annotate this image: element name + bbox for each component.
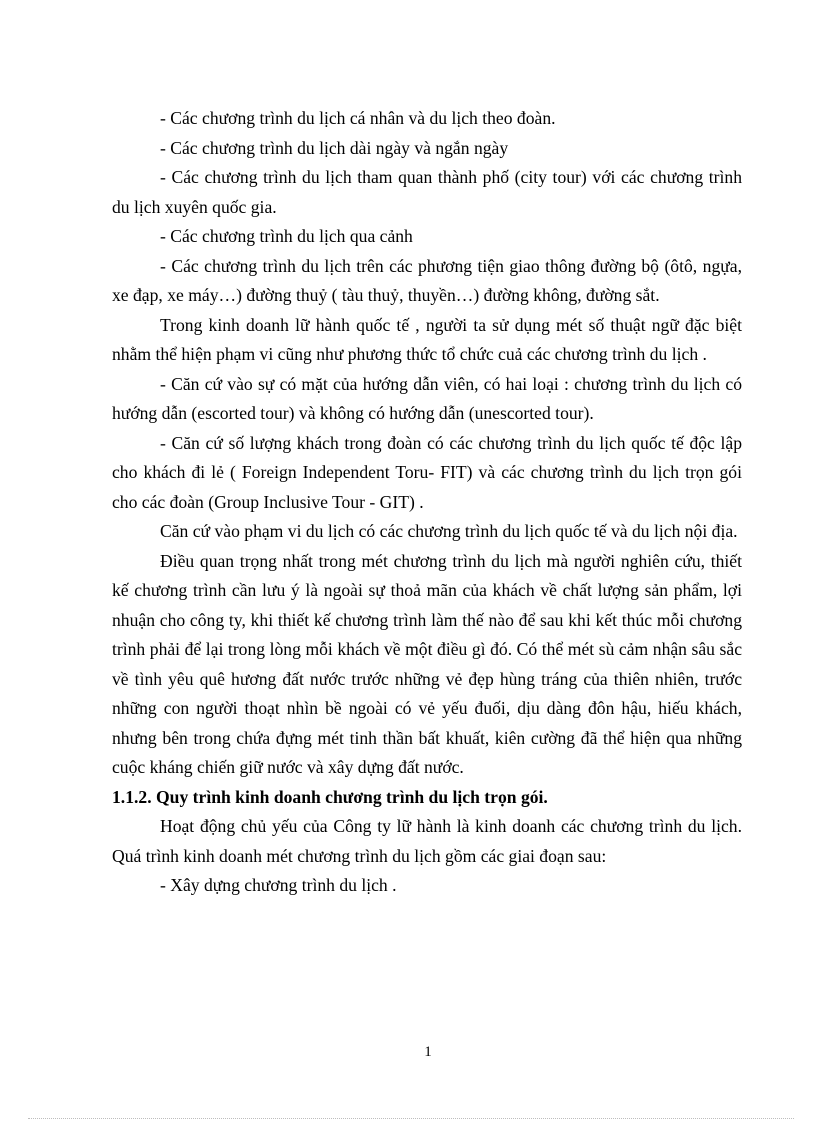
paragraph-international-terms: Trong kinh doanh lữ hành quốc tế , người ta sử dụng mét số thuật ngữ đặc biệt nhằm thể hiện phạm vi cũng như phương thức tổ chức cuả các chương trình du lịch . bbox=[112, 314, 742, 364]
paragraph-transport-tours: - Các chương trình du lịch trên các phương tiện giao thông đường bộ (ôtô, ngựa, xe đạp, xe máy…) đường thuỷ ( tàu thuỷ, thuyền…) đường không, đường sắt. bbox=[112, 255, 742, 305]
paragraph-city-tours: - Các chương trình du lịch tham quan thành phố (city tour) với các chương trình du lịch xuyên quốc gia. bbox=[112, 167, 742, 217]
paragraph-scope: Căn cứ vào phạm vi du lịch có các chương trình du lịch quốc tế và du lịch nội địa. bbox=[160, 521, 738, 541]
section-heading: 1.1.2. Quy trình kinh doanh chương trình du lịch trọn gói. bbox=[112, 786, 548, 807]
page-number: 1 bbox=[424, 1044, 432, 1060]
paragraph-long-short-tours: - Các chương trình du lịch dài ngày và ngắn ngày bbox=[160, 137, 509, 158]
paragraph-transit-tours: - Các chương trình du lịch qua cảnh bbox=[160, 226, 413, 246]
document-body bbox=[112, 104, 742, 901]
paragraph-build-program: - Xây dựng chương trình du lịch . bbox=[160, 875, 397, 895]
paragraph-key-point: Điều quan trọng nhất trong mét chương trình du lịch mà người nghiên cứu, thiết kế chương trình cần lưu ý là ngoài sự thoả mãn của khách về chất lượng sản phẩm, lợi nhuận cho công ty, khi thiết kế chương trình làm thế nào để sau khi kết thúc mỗi chương trình phải để lại trong lòng mỗi khách về một điều gì đó. Có thể mét sù cảm nhận sâu sắc về tình yêu quê hương đất nước trước những vẻ đẹp hùng tráng của thiên nhiên, trước những con người thoạt nhìn bề ngoài có vẻ yếu đuối, dịu dàng đôn hậu, hiếu khách, nhưng bên trong chứa đựng mét tinh thần bất khuất, kiên cường đã thể hiện qua những cuộc kháng chiến giữ nước và xây dựng đất nước. bbox=[112, 550, 742, 777]
paragraph-individual-group-tours: - Các chương trình du lịch cá nhân và du lịch theo đoàn. bbox=[160, 108, 556, 128]
page-bottom-divider bbox=[28, 1118, 794, 1119]
paragraph-main-activity: Hoạt động chủ yếu của Công ty lữ hành là kinh doanh các chương trình du lịch. Quá trình kinh doanh mét chương trình du lịch gồm các giai đoạn sau: bbox=[112, 816, 742, 866]
paragraph-escorted-tours: - Căn cứ vào sự có mặt của hướng dẫn viên, có hai loại : chương trình du lịch có hướng dẫn (escorted tour) và không có hướng dẫn (unescorted tour). bbox=[112, 373, 742, 423]
paragraph-fit-git: - Căn cứ số lượng khách trong đoàn có các chương trình du lịch quốc tế độc lập cho khách đi lẻ ( Foreign Independent Toru- FIT) và các chương trình du lịch trọn gói cho các đoàn (Group Inclusive Tour - GIT) . bbox=[112, 432, 742, 512]
